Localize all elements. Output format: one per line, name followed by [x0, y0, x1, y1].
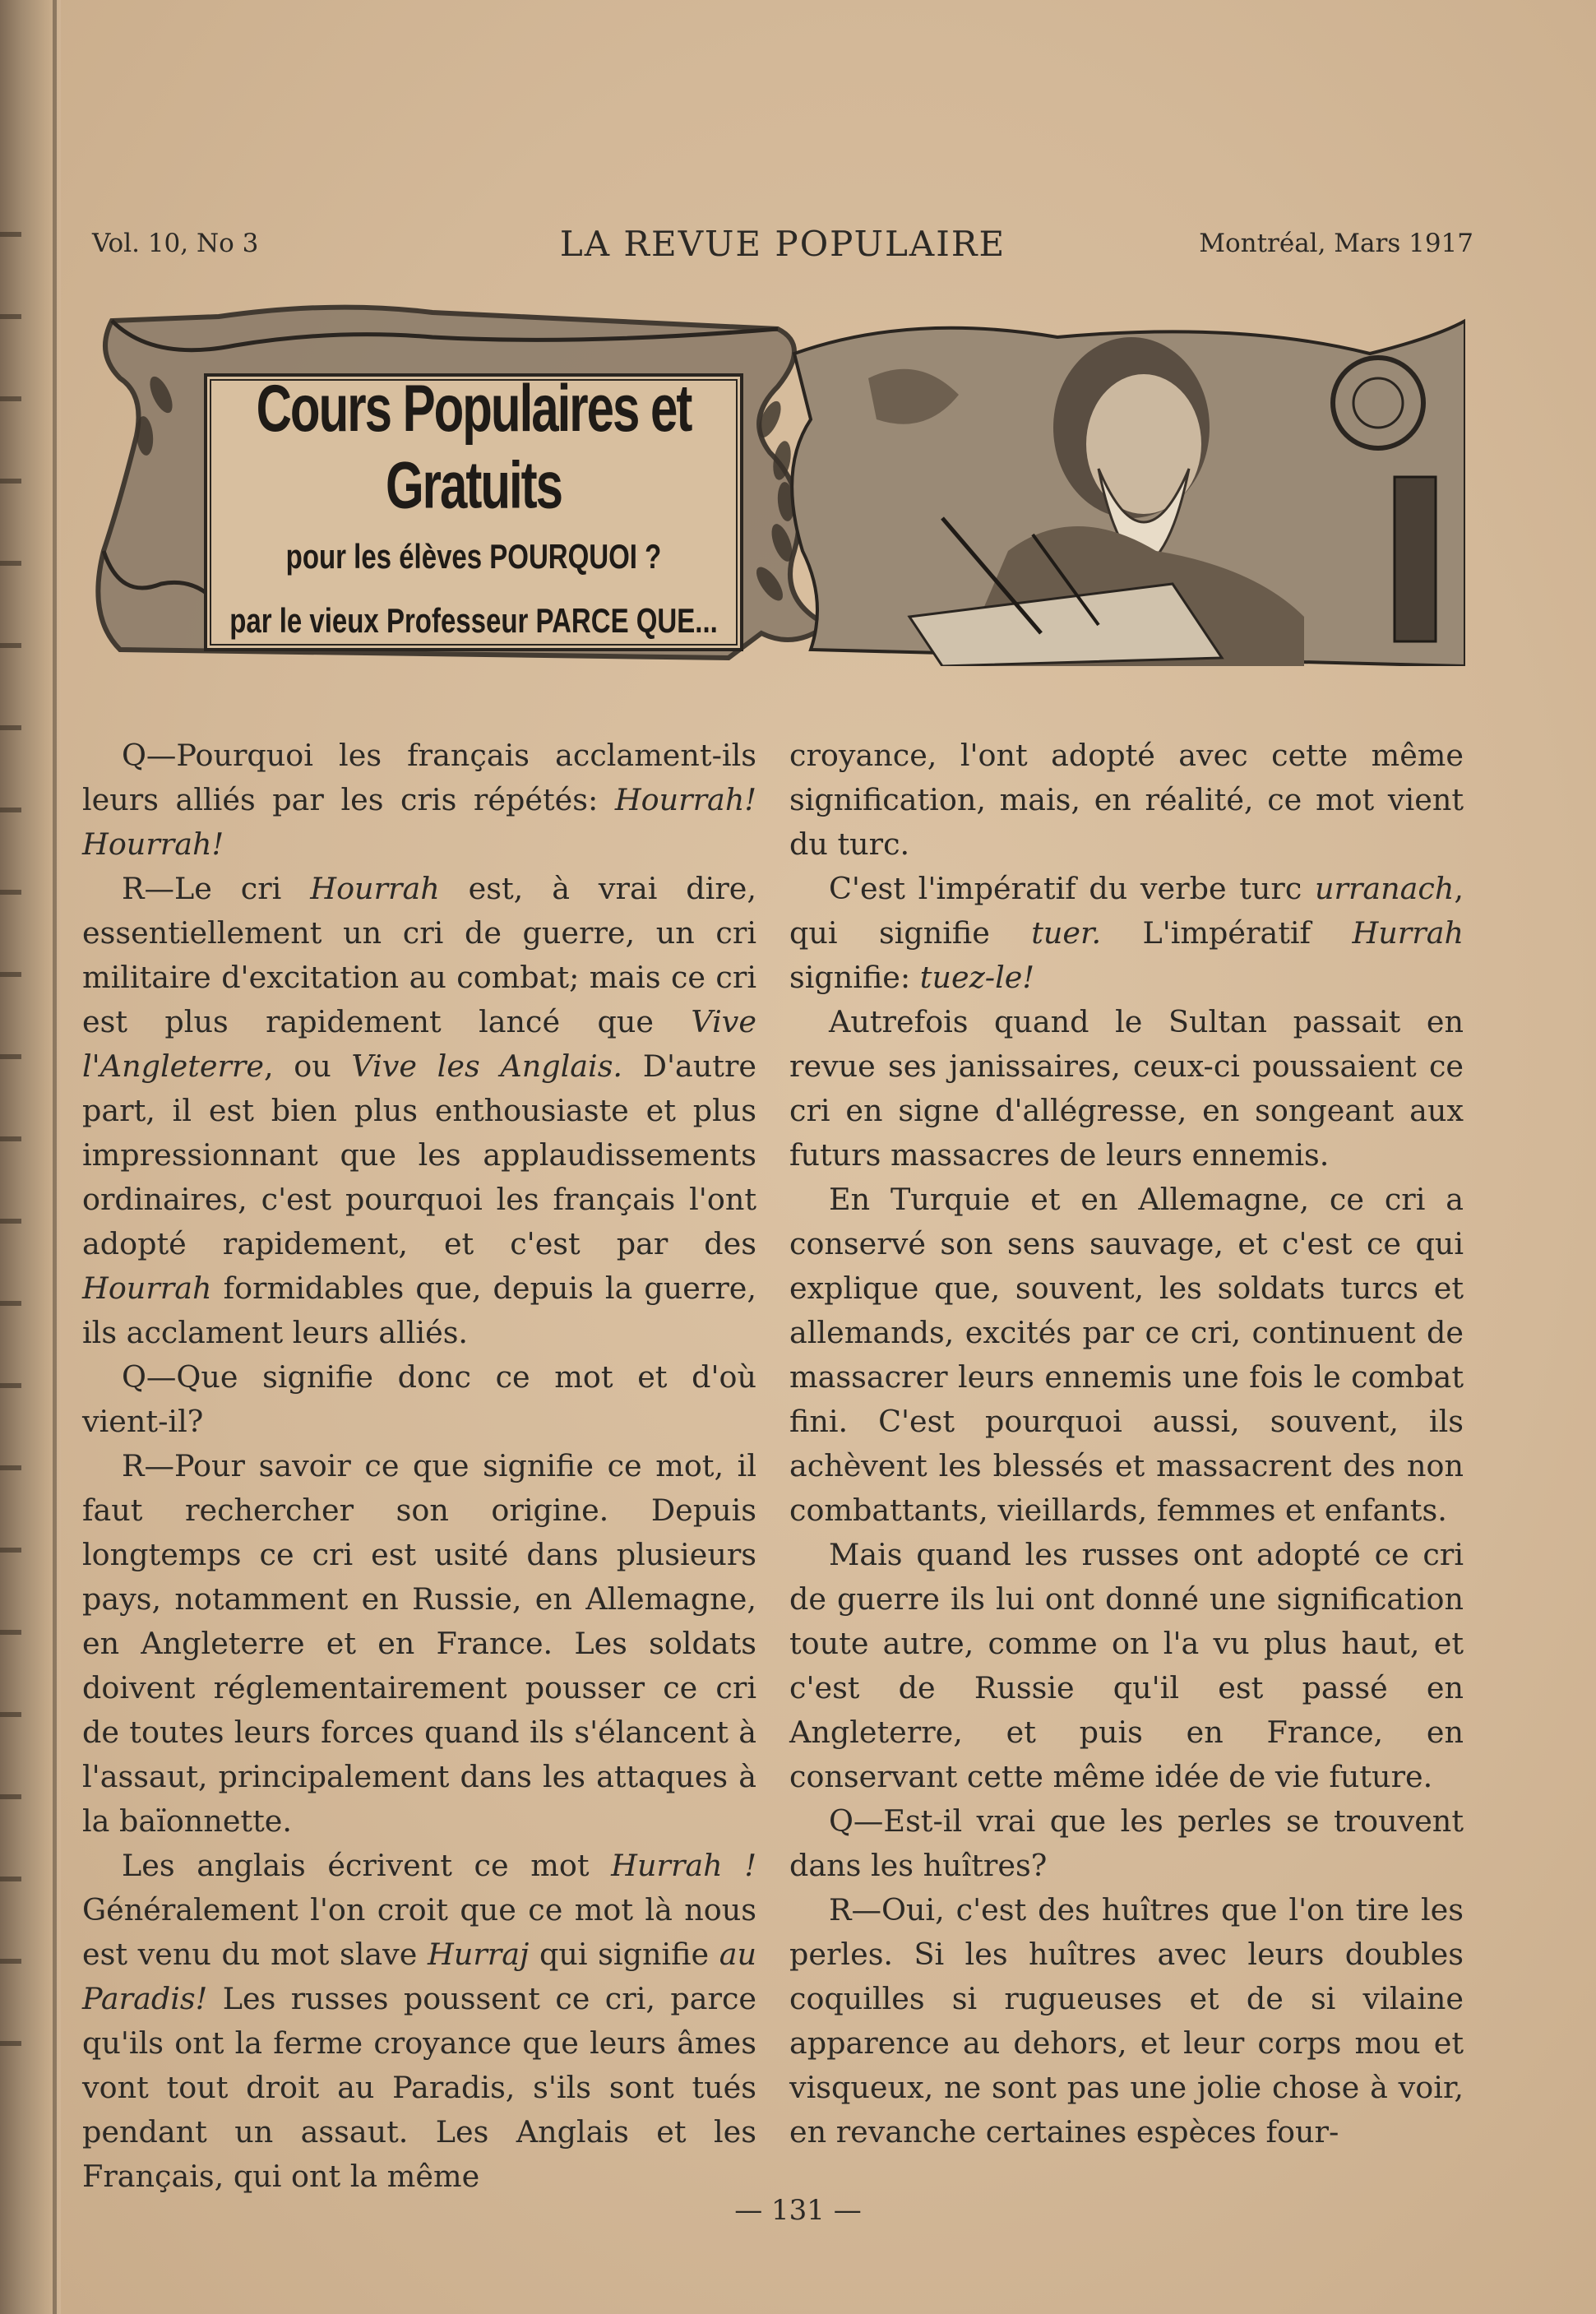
body-paragraph: croyance, l'ont adopté avec cette même signification, mais, en réalité, ce mot vient du turc.: [789, 738, 1464, 862]
page-number: — 131 —: [734, 2194, 862, 2227]
running-header: [92, 224, 1473, 273]
banner-subtitle: pour les élèves POURQUOI ?: [285, 537, 662, 576]
banner-author: par le vieux Professeur PARCE QUE...: [229, 601, 718, 640]
binding-fold: [53, 0, 57, 2314]
question-paragraph: Q—Est-il vrai que les perles se trouvent dans les huîtres?: [789, 1803, 1464, 1883]
place-date: Montréal, Mars 1917: [1199, 229, 1473, 258]
section-banner: [87, 304, 1465, 666]
question-paragraph: Q—Pourquoi les français acclament-ils leurs alliés par les cris répétés: Hourrah! Hourrah!: [82, 738, 756, 862]
previous-page-edge-marks: [0, 197, 21, 2089]
answer-paragraph: R—Oui, c'est des huîtres que l'on tire les perles. Si les huîtres avec leurs doubles coquilles si rugueuses et de si vilaine apparence au dehors, et leur corps mou et visqueux, ne sont pas une jolie chose à voir, en revanche certaines espèces four-: [789, 1892, 1464, 2150]
body-paragraph: C'est l'impératif du verbe turc urranach, qui signifie tuer. L'impératif Hurrah signifie: tuez-le!: [789, 871, 1464, 995]
answer-paragraph: R—Pour savoir ce que signifie ce mot, il faut rechercher son origine. Depuis longtemps ce cri est usité dans plusieurs pays, notamment en Russie, en Allemagne, en Angleterre et en France. Les soldats doivent réglementairement pousser ce cri de toutes leurs forces quand ils s'élancent à l'assaut, principalement dans les attaques à la baïonnette.: [82, 1448, 756, 1839]
volume-number: Vol. 10, No 3: [92, 229, 259, 258]
body-paragraph: Les anglais écrivent ce mot Hurrah ! Généralement l'on croit que ce mot là nous est venu du mot slave Hurraj qui signifie au Paradis! Les russes poussent ce cri, parce qu'ils ont la ferme croyance que leurs âmes vont tout droit au Paradis, s'ils sont tués pendant un assaut. Les Anglais et les Français, qui ont la même: [82, 1848, 757, 2194]
answer-paragraph: R—Le cri Hourrah est, à vrai dire, essentiellement un cri de guerre, un cri militaire d'excitation au combat; mais ce cri est plus rapidement lancé que Vive l'Angleterre, ou Vive les Anglais. D'autre part, il est bien plus enthousiaste et plus impressionnant que les applaudissements ordinaires, c'est pourquoi les français l'ont adopté rapidement, et c'est par des Hourrah formidables que, depuis la guerre, ils acclament leurs alliés.: [82, 871, 757, 1350]
body-paragraph: Mais quand les russes ont adopté ce cri de guerre ils lui ont donné une signification toute autre, comme on l'a vu plus haut, et c'est de Russie qu'il est passé en Angleterre, et puis en France, en conservant cette même idée de vie future.: [789, 1537, 1464, 1794]
body-paragraph: Autrefois quand le Sultan passait en revue ses janissaires, ceux-ci poussaient ce cri en signe d'allégresse, en songeant aux futurs massacres de leurs ennemis.: [789, 1004, 1464, 1173]
question-paragraph: Q—Que signifie donc ce mot et d'où vient-il?: [82, 1359, 756, 1439]
body-paragraph: En Turquie et en Allemagne, ce cri a conservé son sens sauvage, et c'est ce qui explique que, souvent, les soldats turcs et allemands, excités par ce cri, continuent de massacrer leurs ennemis une fois le combat fini. C'est pourquoi aussi, souvent, ils achèvent les blessés et massacrent des non combattants, vieillards, femmes et enfants.: [789, 1182, 1464, 1528]
left-column: [82, 734, 757, 2194]
banner-title: Cours Populaires et Gratuits: [256, 371, 692, 522]
right-column: [789, 734, 1464, 2189]
journal-title: LA REVUE POPULAIRE: [559, 224, 1006, 264]
banner-title-box: [204, 373, 743, 651]
